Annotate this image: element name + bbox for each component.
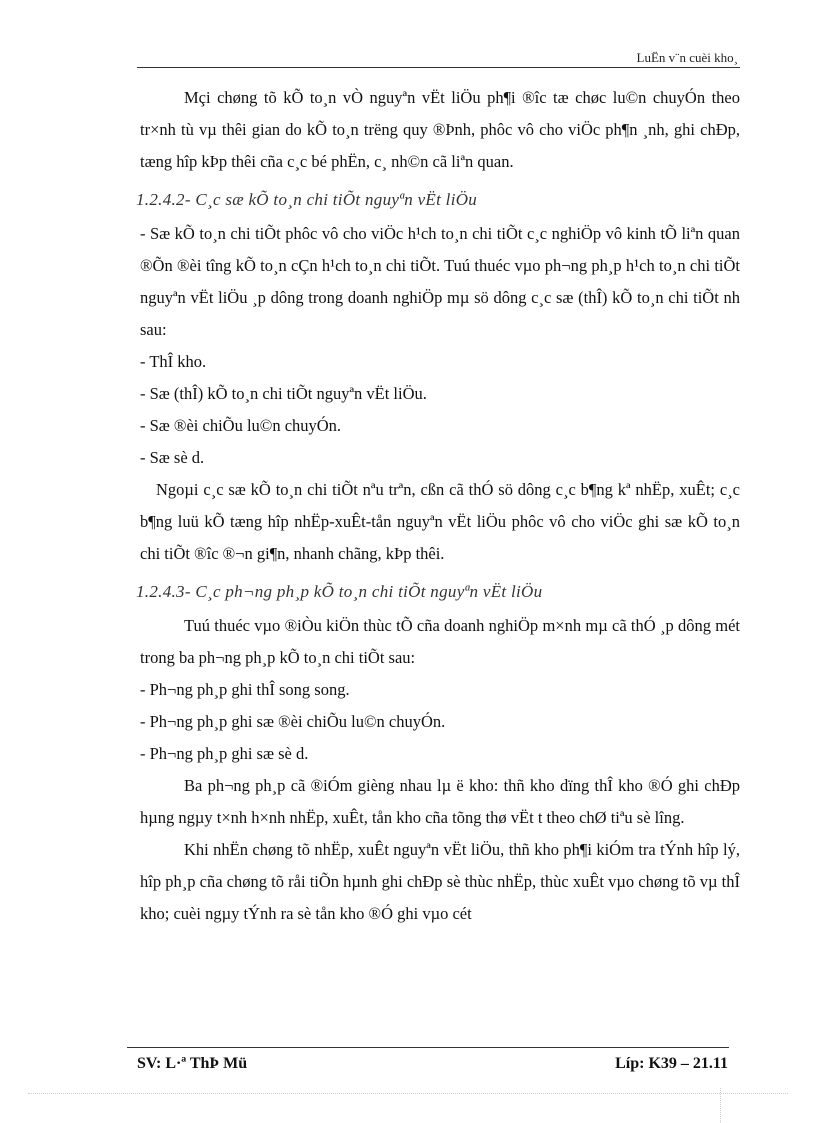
list-item: - Ph¬ng ph¸p ghi sæ ®èi chiÕu lu©n chuyÓn. <box>140 712 446 731</box>
page-boundary <box>28 1093 788 1094</box>
list-item: - Sæ ®èi chiÕu lu©n chuyÓn. <box>140 416 342 435</box>
header-divider <box>137 67 740 68</box>
list-item: - ThÎ kho. <box>140 352 207 371</box>
page-boundary-marker <box>720 1088 721 1123</box>
section-heading: 1.2.4.2- C¸c sæ kÕ to¸n chi tiÕt nguyªn vËt liÖu <box>136 190 478 209</box>
paragraph: Khi nhËn chøng tõ nhËp, xuÊt nguyªn vËt liÖu, thñ kho ph¶i kiÓm tra tÝnh hîp lý, hîp ph¸p cña chøng tõ råi tiÕn hµnh ghi chÐp sè thùc nhËp, thùc xuÊt vµo chøng tõ vµ thÎ kho; cuèi ngµy tÝnh ra sè tån kho ®Ó ghi vµo cét <box>140 840 740 923</box>
list-item: - Sæ (thÎ) kÕ to¸n chi tiÕt nguyªn vËt liÖu. <box>140 384 427 403</box>
paragraph: Tuú thuéc vµo ®iÒu kiÖn thùc tÕ cña doanh nghiÖp m×nh mµ cã thÓ ¸p dông mét trong ba ph¬ng ph¸p kÕ to¸n chi tiÕt sau: <box>140 616 740 667</box>
paragraph: - Sæ kÕ to¸n chi tiÕt phôc vô cho viÖc h¹ch to¸n chi tiÕt c¸c nghiÖp vô kinh tÕ liªn quan ®Õn ®èi tîng kÕ to¸n cÇn h¹ch to¸n chi tiÕt. Tuú thuéc vµo ph¬ng ph¸p h¹ch to¸n chi tiÕt nguyªn vËt liÖu ¸p dông trong doanh nghiÖp mµ sö dông c¸c sæ (thÎ) kÕ to¸n chi tiÕt nh sau: <box>140 224 740 339</box>
running-header: LuËn v¨n cuèi kho¸ <box>636 50 738 65</box>
section-heading: 1.2.4.3- C¸c ph¬ng ph¸p kÕ to¸n chi tiÕt nguyªn vËt liÖu <box>136 582 543 601</box>
footer-divider <box>127 1047 729 1048</box>
paragraph: Ba ph¬ng ph¸p cã ®iÓm gièng nhau lµ ë kho: thñ kho dïng thÎ kho ®Ó ghi chÐp hµng ngµy t×nh h×nh nhËp, xuÊt, tån kho cña tõng thø vËt t theo chØ tiªu sè lîng. <box>140 776 740 827</box>
paragraph: Mçi chøng tõ kÕ to¸n vÒ nguyªn vËt liÖu ph¶i ®îc tæ chøc lu©n chuyÓn theo tr×nh tù vµ thêi gian do kÕ to¸n trëng quy ®Þnh, phôc vô cho viÖc ph¶n ¸nh, ghi chÐp, tæng hîp kÞp thêi cña c¸c bé phËn, c¸ nh©n cã liªn quan. <box>140 88 740 171</box>
list-item: - Ph¬ng ph¸p ghi sæ sè d. <box>140 744 309 763</box>
list-item: - Sæ sè d. <box>140 448 205 467</box>
page-body <box>136 82 740 930</box>
footer-student: SV: L·ª ThÞ Mü <box>137 1055 248 1072</box>
footer-class: Líp: K39 – 21.11 <box>615 1055 728 1072</box>
list-item: - Ph¬ng ph¸p ghi thÎ song song. <box>140 680 350 699</box>
paragraph: Ngoµi c¸c sæ kÕ to¸n chi tiÕt nªu trªn, cßn cã thÓ sö dông c¸c b¶ng kª nhËp, xuÊt; c¸c b¶ng luü kÕ tæng hîp nhËp-xuÊt-tån nguyªn vËt liÖu phôc vô cho viÖc ghi sæ kÕ to¸n chi tiÕt ®îc ®¬n gi¶n, nhanh chãng, kÞp thêi. <box>140 480 740 563</box>
